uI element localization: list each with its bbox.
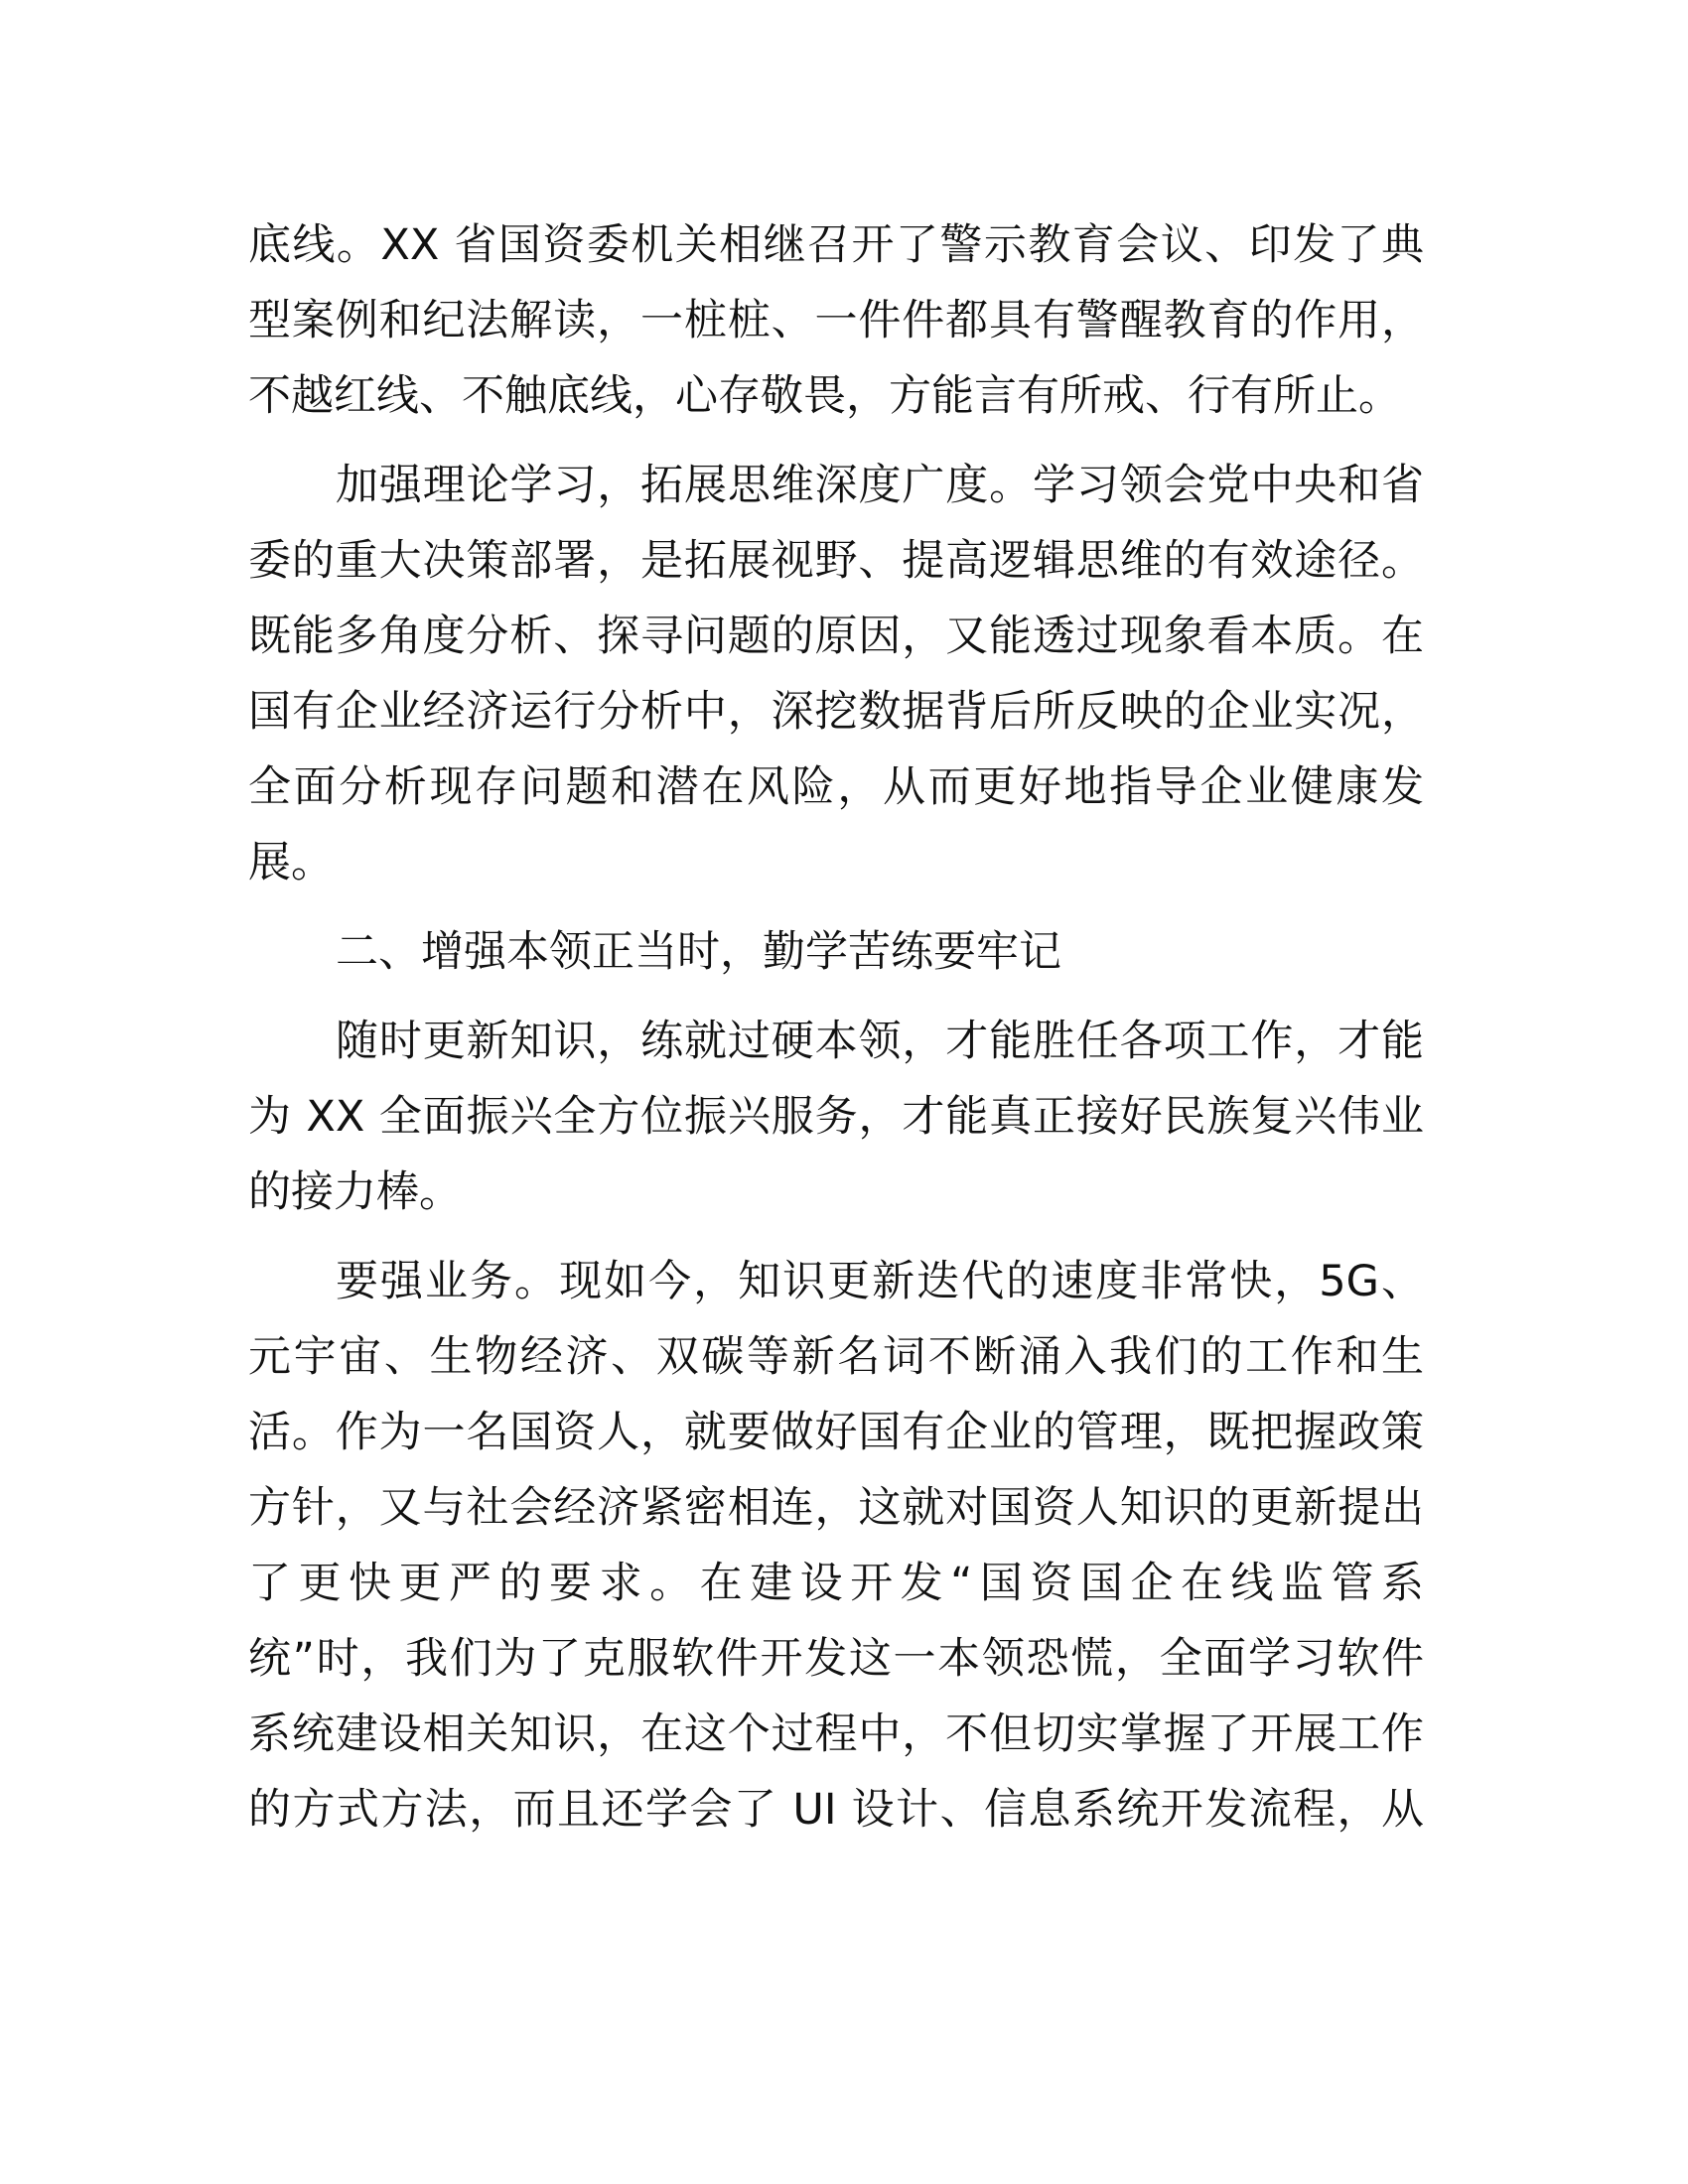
text-line: 的接力棒。 xyxy=(248,1167,462,1217)
text-line: 底线。XX 省国资委机关相继召开了警示教育会议、印发了典 xyxy=(248,220,1424,270)
text-line: 既能多角度分析、探寻问题的原因，又能透过现象看本质。在 xyxy=(248,612,1424,661)
text-line: 不越红线、不触底线，心存敬畏，方能言有所戒、行有所止。 xyxy=(248,371,1401,421)
text-line: 型案例和纪法解读，一桩桩、一件件都具有警醒教育的作用， xyxy=(248,296,1424,345)
paragraph-theory-study xyxy=(248,448,1424,900)
text-line: 系统建设相关知识，在这个过程中，不但切实掌握了开展工作 xyxy=(248,1709,1424,1759)
text-line: 了更快更严的要求。在建设开发“国资国企在线监管系 xyxy=(248,1559,1424,1608)
paragraph-strengthen-business xyxy=(248,1244,1424,1847)
text-line: 委的重大决策部署，是拓展视野、提高逻辑思维的有效途径。 xyxy=(248,536,1424,586)
text-line: 全面分析现存问题和潜在风险，从而更好地指导企业健康发 xyxy=(248,762,1424,812)
text-line: 的方式方法，而且还学会了 UI 设计、信息系统开发流程，从 xyxy=(248,1785,1424,1835)
text-line: 方针，又与社会经济紧密相连，这就对国资人知识的更新提出 xyxy=(248,1483,1424,1533)
heading-line: 二、增强本领正当时，勤学苦练要牢记 xyxy=(336,927,1061,977)
text-line: 随时更新知识，练就过硬本领，才能胜任各项工作，才能 xyxy=(336,1017,1424,1066)
paragraph-continuation xyxy=(248,207,1424,434)
text-line: 元宇宙、生物经济、双碳等新名词不断涌入我们的工作和生 xyxy=(248,1332,1424,1382)
document-page xyxy=(248,207,1424,1861)
paragraph-update-knowledge xyxy=(248,1004,1424,1230)
text-line: 活。作为一名国资人，就要做好国有企业的管理，既把握政策 xyxy=(248,1408,1424,1457)
text-line: 加强理论学习，拓展思维深度广度。学习领会党中央和省 xyxy=(336,461,1424,510)
text-line: 展。 xyxy=(248,838,334,887)
text-line: 统”时，我们为了克服软件开发这一本领恐慌，全面学习软件 xyxy=(248,1634,1424,1684)
text-line: 为 XX 全面振兴全方位振兴服务，才能真正接好民族复兴伟业 xyxy=(248,1092,1424,1142)
text-line: 要强业务。现如今，知识更新迭代的速度非常快，5G、 xyxy=(336,1257,1424,1306)
section-heading xyxy=(248,914,1424,990)
text-line: 国有企业经济运行分析中，深挖数据背后所反映的企业实况， xyxy=(248,687,1424,737)
